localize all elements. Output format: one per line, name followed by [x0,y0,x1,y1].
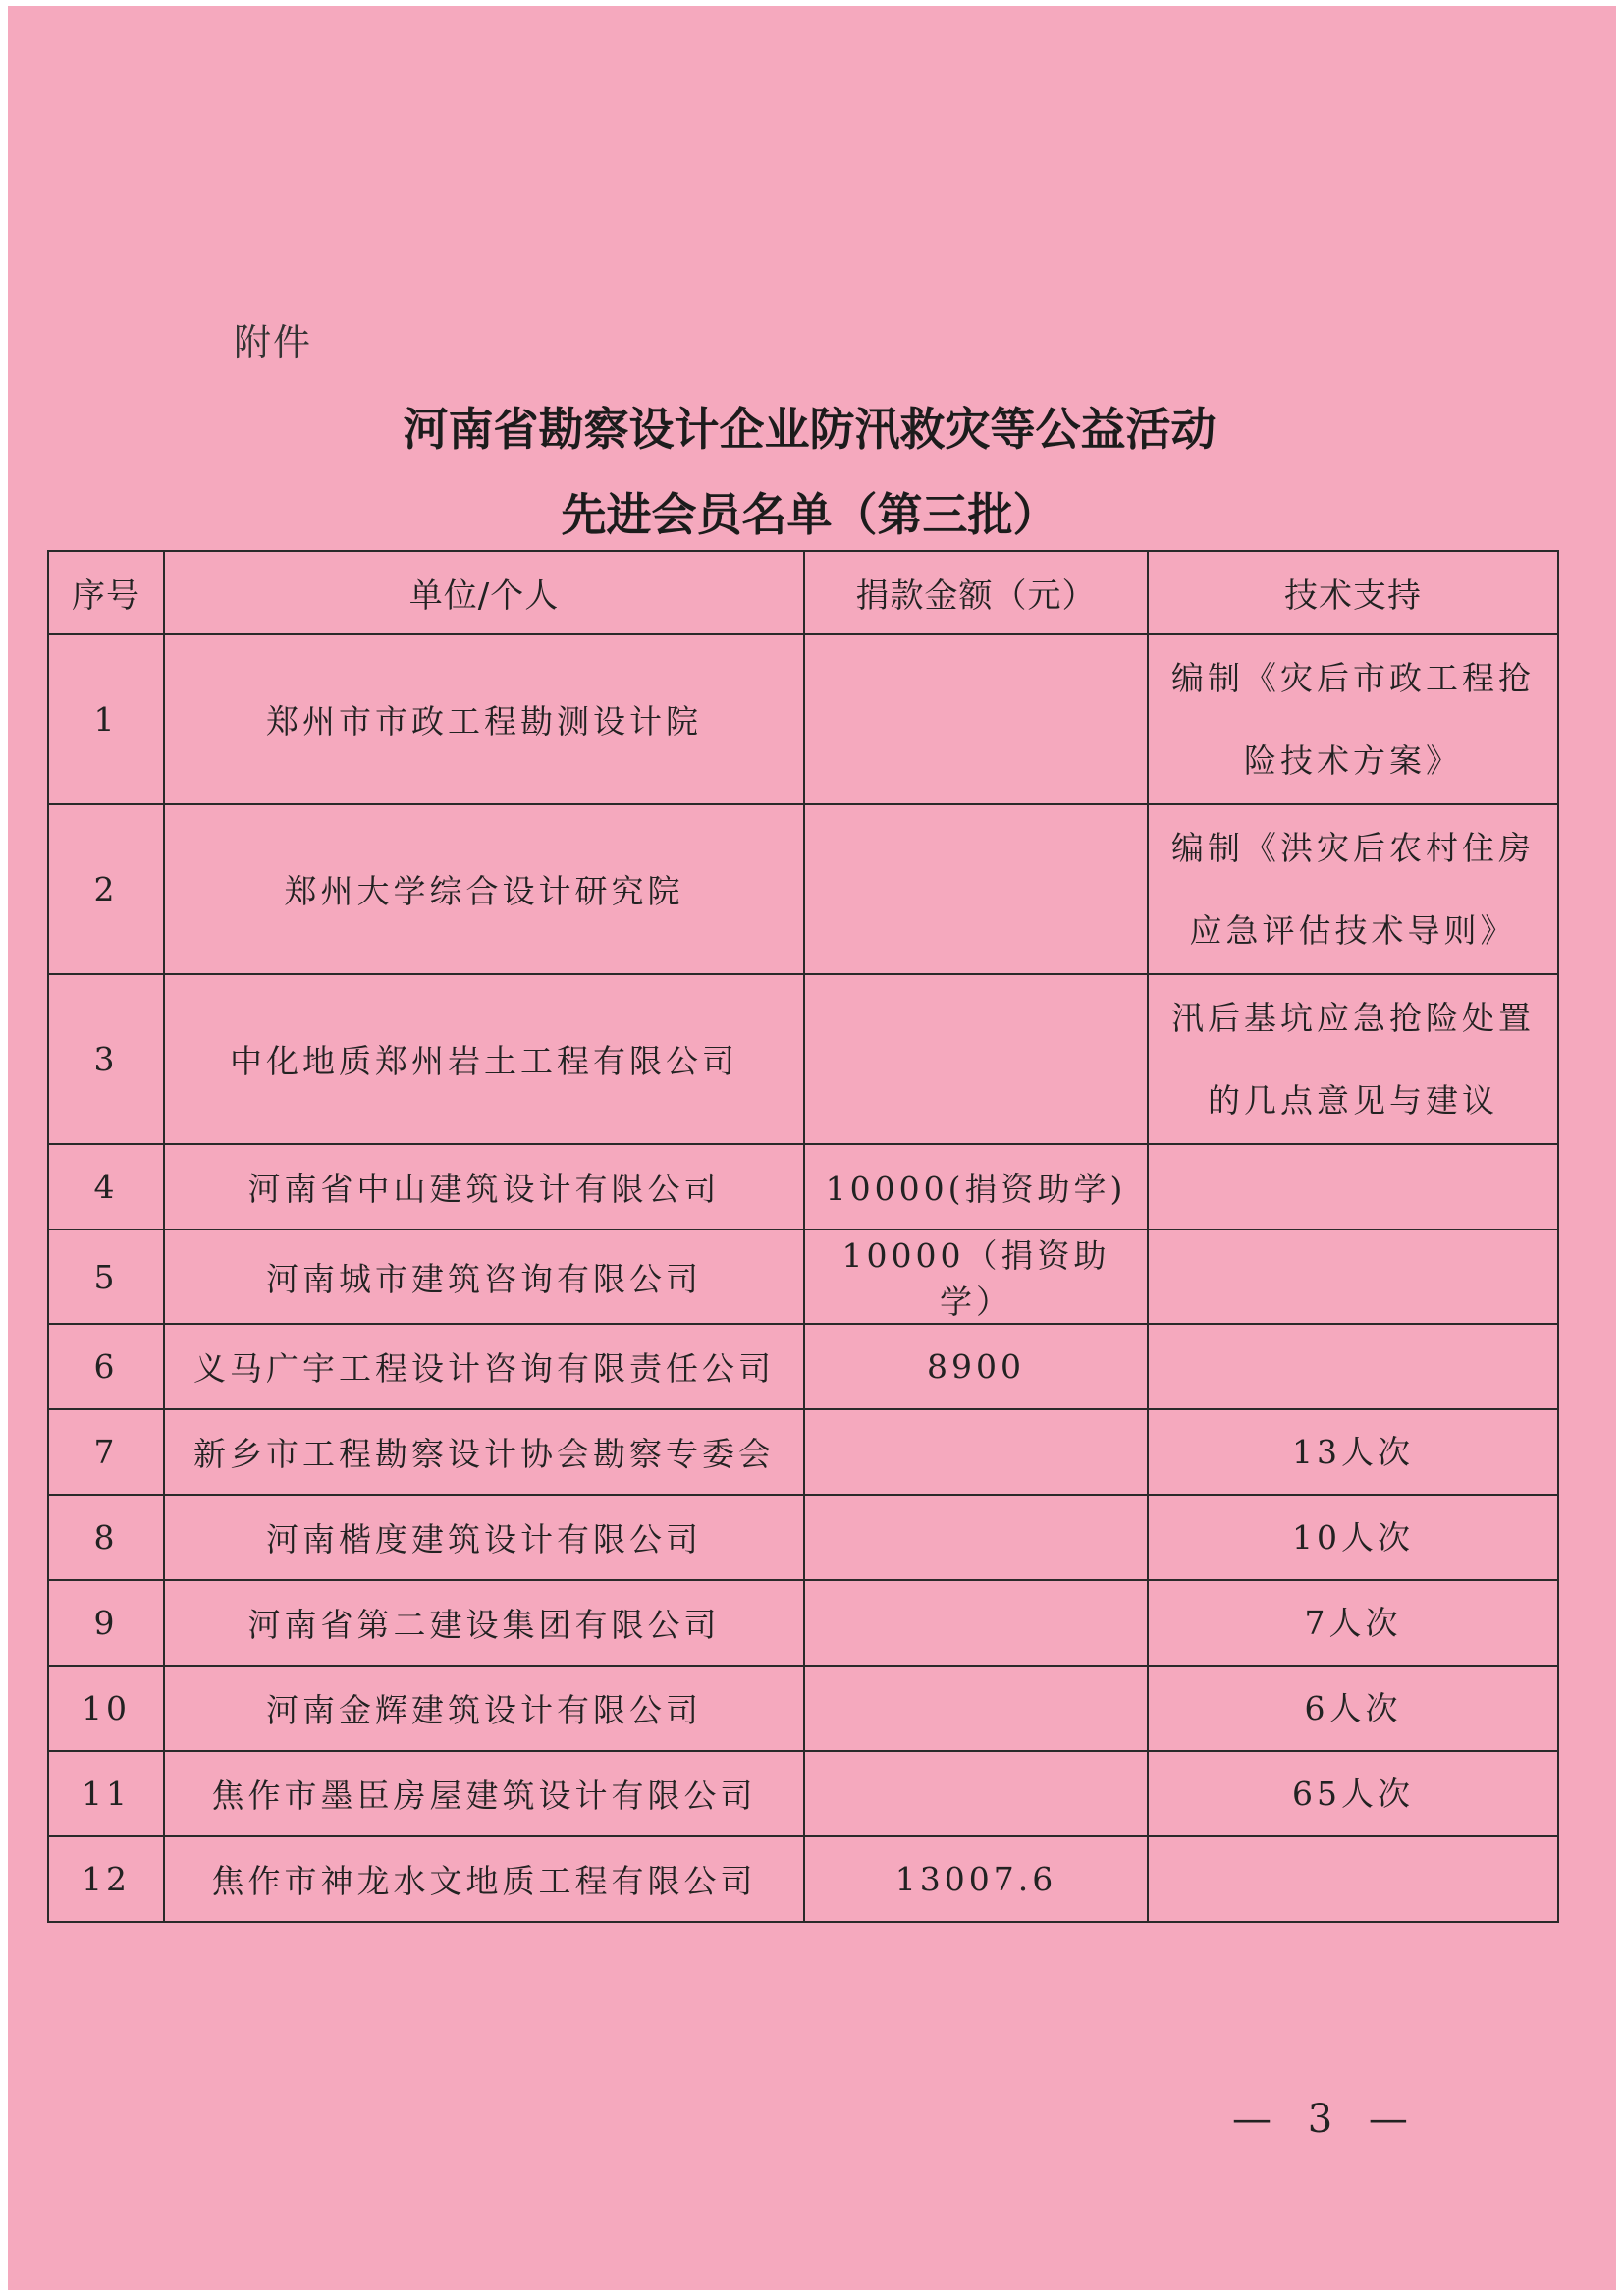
row-unit: 河南楷度建筑设计有限公司 [164,1495,804,1580]
row-unit: 焦作市墨臣房屋建筑设计有限公司 [164,1751,804,1836]
row-amount [804,974,1148,1144]
members-table [47,550,1559,1923]
row-amount [804,1666,1148,1751]
table-row [48,1230,1558,1324]
header-no: 序号 [48,551,164,634]
header-amount: 捐款金额（元） [804,551,1148,634]
row-amount: 10000(捐资助学) [804,1144,1148,1230]
table-row [48,1666,1558,1751]
document-title-line2: 先进会员名单（第三批） [561,488,1058,541]
row-number: 8 [48,1495,164,1580]
row-tech [1148,1230,1558,1324]
row-tech: 6人次 [1148,1666,1558,1751]
table-header-row [48,551,1558,634]
row-unit: 焦作市神龙水文地质工程有限公司 [164,1836,804,1922]
row-unit: 河南金辉建筑设计有限公司 [164,1666,804,1751]
header-tech: 技术支持 [1148,551,1558,634]
table-row [48,1144,1558,1230]
header-unit: 单位/个人 [164,551,804,634]
attachment-label: 附件 [234,321,313,364]
table-row [48,974,1558,1144]
table-row [48,1409,1558,1495]
row-number: 11 [48,1751,164,1836]
row-number: 6 [48,1324,164,1409]
row-number: 3 [48,974,164,1144]
row-tech [1148,1324,1558,1409]
row-number: 1 [48,634,164,804]
row-tech [1148,1144,1558,1230]
row-amount: 10000（捐资助学） [804,1230,1148,1324]
row-number: 10 [48,1666,164,1751]
row-unit: 中化地质郑州岩土工程有限公司 [164,974,804,1144]
row-tech: 汛后基坑应急抢险处置的几点意见与建议 [1148,974,1558,1144]
row-tech: 7人次 [1148,1580,1558,1666]
row-number: 5 [48,1230,164,1324]
table-row [48,1324,1558,1409]
table-row [48,1836,1558,1922]
table-row [48,804,1558,974]
table-row [48,1580,1558,1666]
row-number: 12 [48,1836,164,1922]
row-amount [804,1409,1148,1495]
row-tech [1148,1836,1558,1922]
page-number: — 3 — [1232,2097,1420,2142]
row-number: 9 [48,1580,164,1666]
row-tech: 10人次 [1148,1495,1558,1580]
row-amount [804,634,1148,804]
row-tech: 65人次 [1148,1751,1558,1836]
row-unit: 河南省第二建设集团有限公司 [164,1580,804,1666]
row-amount [804,1495,1148,1580]
table-row [48,634,1558,804]
row-amount [804,804,1148,974]
row-amount: 8900 [804,1324,1148,1409]
row-unit: 河南城市建筑咨询有限公司 [164,1230,804,1324]
row-unit: 河南省中山建筑设计有限公司 [164,1144,804,1230]
row-amount: 13007.6 [804,1836,1148,1922]
row-unit: 郑州大学综合设计研究院 [164,804,804,974]
row-amount [804,1751,1148,1836]
document-title-line1: 河南省勘察设计企业防汛救灾等公益活动 [403,403,1217,456]
row-unit: 郑州市市政工程勘测设计院 [164,634,804,804]
row-unit: 义马广宇工程设计咨询有限责任公司 [164,1324,804,1409]
row-tech: 13人次 [1148,1409,1558,1495]
table-row [48,1495,1558,1580]
row-number: 4 [48,1144,164,1230]
row-amount [804,1580,1148,1666]
row-unit: 新乡市工程勘察设计协会勘察专委会 [164,1409,804,1495]
row-number: 7 [48,1409,164,1495]
row-number: 2 [48,804,164,974]
row-tech: 编制《灾后市政工程抢险技术方案》 [1148,634,1558,804]
row-tech: 编制《洪灾后农村住房应急评估技术导则》 [1148,804,1558,974]
table-row [48,1751,1558,1836]
